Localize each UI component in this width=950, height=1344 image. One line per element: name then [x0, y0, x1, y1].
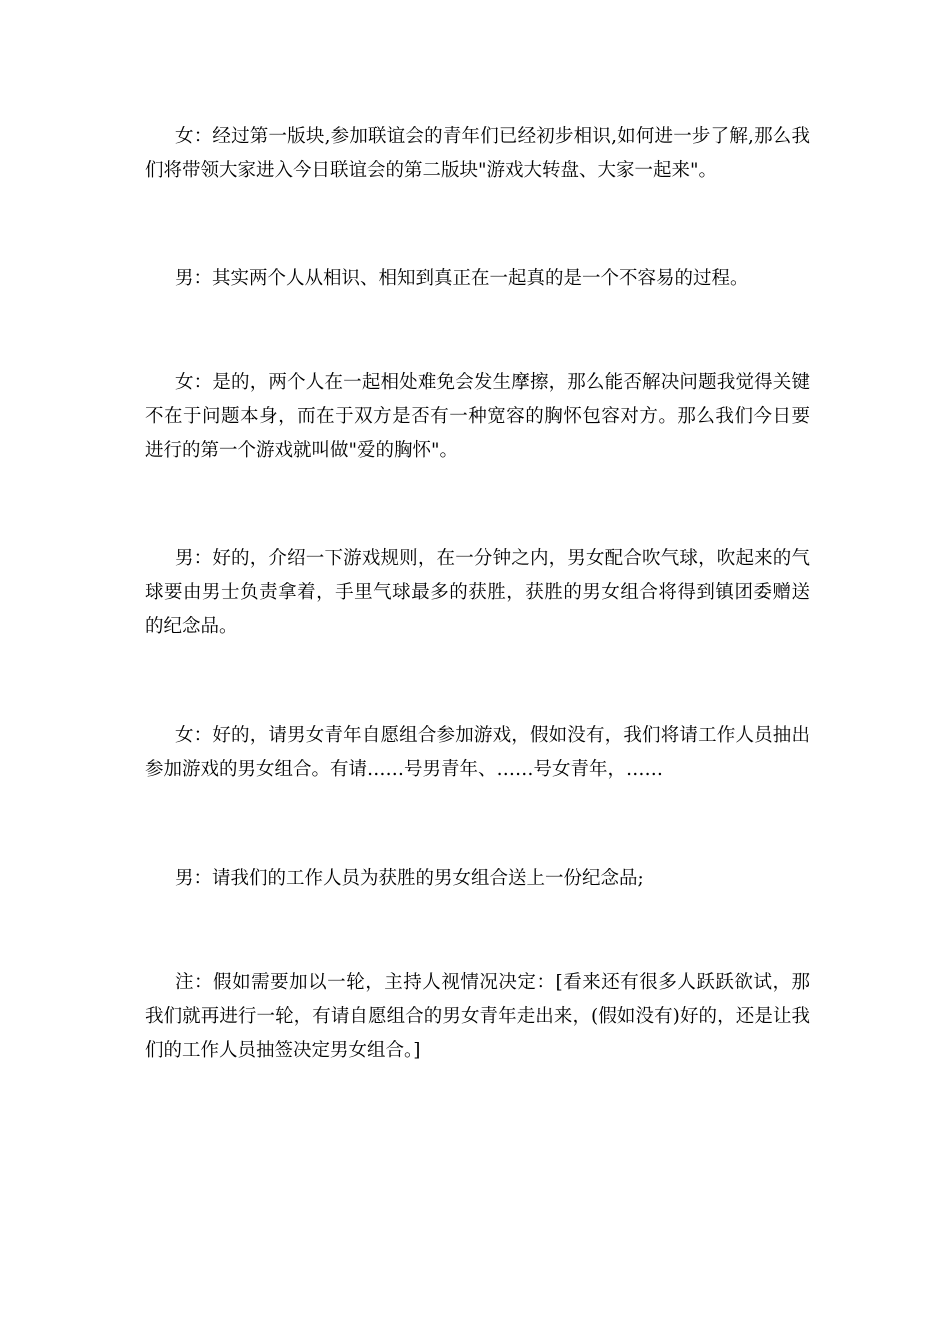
paragraph-2: 男：其实两个人从相识、相知到真正在一起真的是一个不容易的过程。 — [175, 268, 749, 289]
paragraph-1: 女：经过第一版块,参加联谊会的青年们已经初步相识,如何进一步了解,那么我们将带领大家进入今日联谊会的第二版块"游戏大转盘、大家一起来"。 — [145, 126, 810, 181]
paragraph-7: 注：假如需要加以一轮，主持人视情况决定：[看来还有很多人跃跃欲试，那我们就再进行一轮，有请自愿组合的男女青年走出来，(假如没有)好的，还是让我们的工作人员抽签决定男女组合。] — [145, 972, 810, 1061]
paragraph-3: 女：是的，两个人在一起相处难免会发生摩擦，那么能否解决问题我觉得关键不在于问题本身，而在于双方是否有一种宽容的胸怀包容对方。那么我们今日要进行的第一个游戏就叫做"爱的胸怀"。 — [145, 372, 810, 461]
paragraph-4: 男：好的，介绍一下游戏规则，在一分钟之内，男女配合吹气球，吹起来的气球要由男士负责拿着，手里气球最多的获胜，获胜的男女组合将得到镇团委赠送的纪念品。 — [145, 548, 810, 637]
paragraph-5: 女：好的，请男女青年自愿组合参加游戏，假如没有，我们将请工作人员抽出参加游戏的男女组合。有请……号男青年、……号女青年，…… — [145, 725, 810, 780]
paragraph-6: 男：请我们的工作人员为获胜的男女组合送上一份纪念品; — [175, 868, 644, 889]
